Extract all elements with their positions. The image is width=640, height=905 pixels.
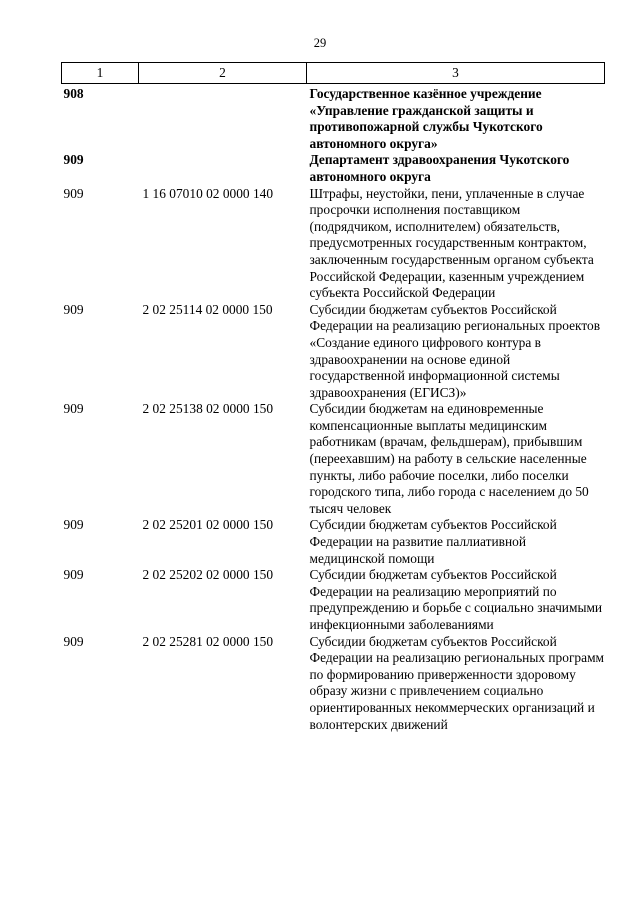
kbk-code-cell: 2 02 25138 02 0000 150: [142, 401, 274, 417]
kbk-code-cell: 2 02 25201 02 0000 150: [142, 517, 274, 533]
admin-code-cell: 908: [63, 86, 84, 101]
admin-code-cell: 909: [63, 301, 84, 317]
kbk-code-cell: 2 02 25202 02 0000 150: [142, 567, 274, 583]
budget-codes-table: [61, 62, 605, 733]
table-row: [62, 567, 605, 633]
name-cell: Субсидии бюджетам субъектов Российской Федерации на реализацию региональных программ по формированию приверженности здоровому образу жизни с привлечением социально ориентированных некоммерческих организаций и волонтерских движений: [309, 633, 605, 732]
name-cell: Государственное казённое учреждение «Управление гражданской защиты и противопожарной службы Чукотского автономного округа»: [309, 86, 543, 151]
name-cell: Субсидии бюджетам на единовременные компенсационные выплаты медицинским работникам (врачам, фельдшерам), прибывшим (переехавшим) на работу в сельские населенные пункты, либо рабочие поселки, либо поселки городского типа, либо города с населением до 50 тысяч человек: [309, 401, 589, 516]
table-row: [62, 84, 605, 153]
admin-code-cell: 909: [63, 633, 84, 649]
admin-code-cell: 909: [63, 152, 84, 168]
name-cell: Штрафы, неустойки, пени, уплаченные в случае просрочки исполнения поставщиком (подрядчиком, исполнителем) обязательств, предусмотренных государственным контрактом, заключенным государственным органом субъекта Российской Федерации, казенным учреждением субъекта Российской Федерации: [309, 185, 594, 301]
kbk-code-cell: 1 16 07010 02 0000 140: [142, 185, 274, 201]
header-col-2: 2: [139, 63, 307, 84]
admin-code-cell: 909: [63, 185, 84, 201]
table-row: [62, 517, 605, 567]
table-row: [62, 302, 605, 402]
name-cell: Субсидии бюджетам субъектов Российской Федерации на развитие паллиативной медицинской помощи: [309, 517, 557, 566]
table-row: [62, 186, 605, 302]
kbk-code-cell: 2 02 25114 02 0000 150: [142, 301, 273, 317]
admin-code-cell: 909: [63, 567, 84, 583]
admin-code-cell: 909: [63, 401, 84, 417]
name-cell: Департамент здравоохранения Чукотского автономного округа: [309, 152, 570, 184]
admin-code-cell: 909: [63, 517, 84, 533]
table-row: [62, 401, 605, 517]
name-cell: Субсидии бюджетам субъектов Российской Федерации на реализацию региональных проектов «Создание единого цифрового контура в здравоохранении на основе единой государственной информационной системы здравоохранения (ЕГИСЗ)»: [309, 301, 601, 400]
kbk-code-cell: 2 02 25281 02 0000 150: [142, 633, 274, 649]
table-row: [62, 152, 605, 185]
header-col-3: 3: [307, 63, 605, 84]
table-body: [62, 84, 605, 734]
table-row: [62, 634, 605, 734]
kbk-code-cell: [139, 84, 307, 153]
header-col-1: 1: [62, 63, 139, 84]
kbk-code-cell: [139, 152, 307, 185]
table-header: [62, 63, 605, 84]
name-cell: Субсидии бюджетам субъектов Российской Федерации на реализацию мероприятий по предупреждению и борьбе с социально значимыми инфекционными заболеваниями: [309, 567, 603, 632]
page-number: 29: [313, 36, 327, 50]
header-row: [62, 63, 605, 84]
